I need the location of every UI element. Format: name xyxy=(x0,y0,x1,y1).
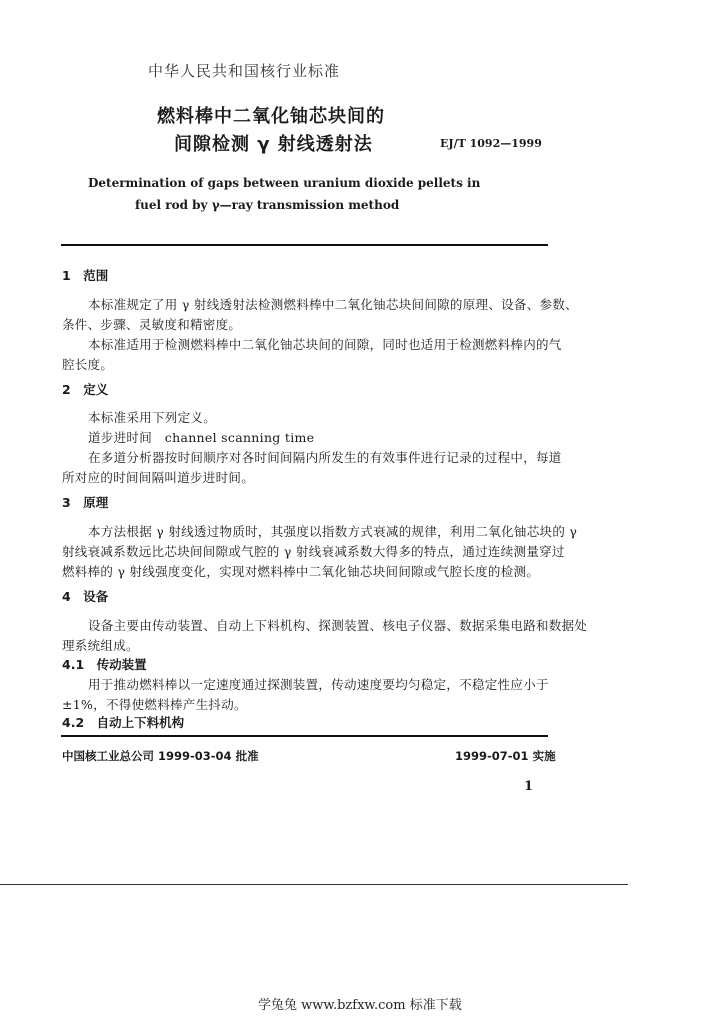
section-1-heading: 1 范围 xyxy=(62,268,109,283)
section-3-heading: 3 原理 xyxy=(62,495,109,510)
section-2-paragraph-1: 本标准采用下列定义。 xyxy=(88,410,217,425)
section-1-paragraph-2b: 腔长度。 xyxy=(62,357,114,372)
section-2-paragraph-2a: 在多道分析器按时间顺序对各时间间隔内所发生的有效事件进行记录的过程中，每道 xyxy=(88,450,562,465)
footer-divider xyxy=(61,735,548,737)
standard-code: EJ/T 1092—1999 xyxy=(440,137,542,150)
approval-statement: 中国核工业总公司 1999-03-04 批准 xyxy=(62,749,259,763)
english-title-line-1: Determination of gaps between uranium dioxide pellets in xyxy=(88,176,481,190)
document-title-line-1: 燃料棒中二氧化铀芯块间的 xyxy=(157,106,385,127)
section-3-paragraph-a: 本方法根据 γ 射线透过物质时，其强度以指数方式衰减的规律，利用二氧化铀芯块的 γ xyxy=(88,524,578,539)
page-bottom-edge xyxy=(0,884,628,885)
english-title-line-2: fuel rod by γ—ray transmission method xyxy=(135,198,400,212)
section-2-heading: 2 定义 xyxy=(62,382,109,397)
section-1-paragraph-2a: 本标准适用于检测燃料棒中二氧化铀芯块间的间隙，同时也适用于检测燃料棒内的气 xyxy=(88,337,562,352)
section-3-paragraph-c: 燃料棒的 γ 射线强度变化，实现对燃料棒中二氧化铀芯块间间隙或气腔长度的检测。 xyxy=(62,564,540,579)
section-3-paragraph-b: 射线衰减系数远比芯块间间隙或气腔的 γ 射线衰减系数大得多的特点，通过连续测量穿过 xyxy=(62,544,565,559)
section-4-1-paragraph-b: ±1%，不得使燃料棒产生抖动。 xyxy=(62,697,247,712)
section-4-1-paragraph-a: 用于推动燃料棒以一定速度通过探测装置，传动速度要均匀稳定，不稳定性应小于 xyxy=(88,677,549,692)
section-4-paragraph-a: 设备主要由传动装置、自动上下料机构、探测装置、核电子仪器、数据采集电路和数据处 xyxy=(88,618,588,633)
section-4-2-heading: 4.2 自动上下料机构 xyxy=(62,715,185,730)
section-1-paragraph-1b: 条件、步骤、灵敏度和精密度。 xyxy=(62,317,242,332)
section-4-1-heading: 4.1 传动装置 xyxy=(62,657,147,672)
header-divider xyxy=(61,244,548,246)
section-2-term: 道步进时间 channel scanning time xyxy=(88,430,315,445)
effective-date: 1999-07-01 实施 xyxy=(455,749,556,763)
section-1-paragraph-1a: 本标准规定了用 γ 射线透射法检测燃料棒中二氧化铀芯块间间隙的原理、设备、参数、 xyxy=(88,297,578,312)
page-number: 1 xyxy=(524,779,534,794)
watermark-text: 学兔兔 www.bzfxw.com 标准下载 xyxy=(258,998,462,1013)
document-title-line-2: 间隙检测 γ 射线透射法 xyxy=(174,134,373,155)
section-4-heading: 4 设备 xyxy=(62,589,109,604)
section-2-paragraph-2b: 所对应的时间间隔叫道步进时间。 xyxy=(62,470,255,485)
section-4-paragraph-b: 理系统组成。 xyxy=(62,638,139,653)
issuing-agency: 中华人民共和国核行业标准 xyxy=(148,62,341,80)
